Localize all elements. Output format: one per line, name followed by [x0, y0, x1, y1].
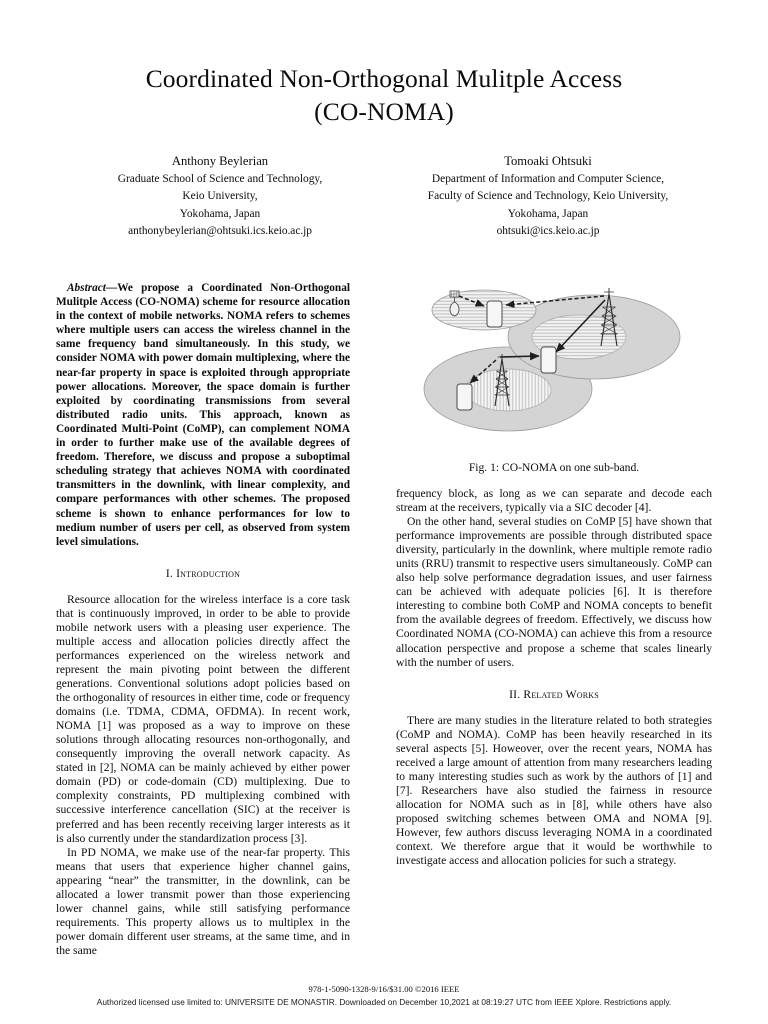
abstract-text: We propose a Coordinated Non-Orthogonal Mulitple Access (CO-NOMA) scheme for resource allocation in the context of mobile networks. NOMA refers to schemes where multiple users can access the wireless channel in the same frequency band simultaneously. In this study, we consider NOMA with power domain multiplexing, where the near-far property in space is exploited through appropriate power allocations. Moreover, the space domain is further exploited by coordinating transmissions from several distributed radio units. This approach, known as Coordinated Multi-Point (CoMP), can complement NOMA in order to further make use of the available degrees of freedom. Therefore, we discuss and propose a suboptimal scheduling strategy that achieves NOMA with coordinated transmitters in the downlink, with linear complexity, and compare performances with other schemes. The proposed scheme is shown to enhance performances for low to medium number of users per cell, as observed from system level simulations.: [56, 282, 350, 548]
user-equipment-icon-1: [487, 301, 502, 327]
section-heading-introduction: I. Introduction: [165, 566, 241, 580]
page-footer: [0, 984, 768, 1008]
paper-title-line-2: (CO-NOMA): [314, 97, 454, 126]
user-equipment-icon-3: [457, 384, 472, 410]
figure-1: [396, 274, 712, 475]
footer-license-line: Authorized licensed use limited to: UNIVERSITE DE MONASTIR. Downloaded on December 10,2021 at 08:19:27 UTC from IEEE Xplore. Restrictions apply.: [96, 997, 672, 1007]
author-location: Yokohama, Japan: [507, 207, 589, 220]
signal-link-solid-tower3-to-ue2: [500, 356, 539, 357]
section-heading-related-works: II. Related Works: [509, 687, 599, 701]
cell-near-zone-3: [465, 369, 551, 411]
author-email: anthonybeylerian@ohtsuki.ics.keio.ac.jp: [128, 225, 312, 238]
paragraph: frequency block, as long as we can separate and decode each stream at the receivers, typically via a SIC decoder [4].: [396, 487, 712, 515]
author-affiliation-line: Faculty of Science and Technology, Keio University,: [427, 190, 669, 203]
author-block: [56, 152, 712, 241]
cell-coverage-ellipse-1: [432, 290, 536, 330]
paragraph: There are many studies in the literature related to both strategies (CoMP and NOMA). CoMP has been heavily researched in its several aspects [5]. Howeover, over the recent years, NOMA has received a large amount of attention from many researchers leading to many interesting studies such as work by the authors of [1] and [7]. Researchers have also studied the fairness in resource allocation for NOMA such as in [8], while others have also proposed switching schemes between OMA and NOMA [9]. However, few authors discuss leveraging NOMA in a coordinated context. We therefore argue that it would be worthwhile to investigate access and allocation policies for such a strategy.: [396, 713, 712, 868]
author-affiliation-line: Department of Information and Computer Science,: [431, 173, 665, 185]
paragraph: Resource allocation for the wireless interface is a core task that is continuously improved, in order to be able to provide mobile network users with a pleasing user experience. The multiple access and allocation policies directly affect the performances experienced on the wireless network and represent the main pivoting point between the different generations. Conventional solutions adopt policies based on the orthogonality of resources in either time, code or frequency domains (i.e. TDMA, CDMA, OFDMA). In recent work, NOMA [1] was proposed as a way to improve on these solutions through allocating resources non-orthogonally, and consequently improving the overall network capacity. As stated in [2], NOMA can be mainly achieved by either power domain (PD) or code-domain (CD) multiplexing. Due to complexity constraints, PD multiplexing combined with successive interference cancellation (SIC) at the receiver is preferred and has been recently receiving larger interests as it is also currently under the standardization process [3].: [56, 592, 350, 845]
user-equipment-icon-2: [541, 347, 556, 373]
co-noma-network-diagram: [396, 274, 712, 452]
author-affiliation-line: Graduate School of Science and Technology,: [117, 173, 323, 185]
paragraph: In PD NOMA, we make use of the near-far property. This means that users that experience higher channel gains, appearing “near” the transmitter, in the downlink, can be allocated a lower transmit power than those experiencing lower channel gains, while still satisfying performance requirements. This property allows us to multiplex in the power domain different user streams, at the same time, and in the same: [56, 845, 350, 957]
figure-caption: Fig. 1: CO-NOMA on one sub-band.: [468, 461, 640, 474]
author-name: Anthony Beylerian: [171, 154, 269, 168]
author-email: ohtsuki@ics.keio.ac.jp: [496, 225, 600, 238]
abstract-paragraph: [56, 281, 350, 549]
author-affiliation-line: Keio University,: [182, 190, 258, 203]
footer-isbn-line: 978-1-5090-1328-9/16/$31.00 ©2016 IEEE: [308, 984, 460, 994]
abstract-label: Abstract—: [67, 282, 118, 294]
column-right: [396, 487, 712, 868]
title-block: [56, 62, 712, 128]
column-left: [56, 281, 350, 958]
author-entry-2: [384, 152, 712, 241]
author-name: Tomoaki Ohtsuki: [504, 154, 592, 168]
author-location: Yokohama, Japan: [179, 207, 261, 220]
page-title: [56, 62, 712, 128]
author-entry-1: [56, 152, 384, 241]
paper-title-line-1: Coordinated Non-Orthogonal Mulitple Access: [145, 64, 623, 93]
paragraph: On the other hand, several studies on CoMP [5] have shown that performance improvements are possible through distributed space diversity, particularly in the downlink, where multiple remote radio units (RRU) transmit to respective users simultaneously. CoMP can also help solve performance degradation issues, and user fairness can be achieved with adequate policies [6]. It is therefore interesting to combine both CoMP and NOMA concepts to benefit from the available degrees of freedom. Effectively, we discuss how Coordinated NOMA (CO-NOMA) can achieve this from a resource allocation perspective and propose a scheme that scales linearly with the number of users.: [396, 515, 712, 669]
